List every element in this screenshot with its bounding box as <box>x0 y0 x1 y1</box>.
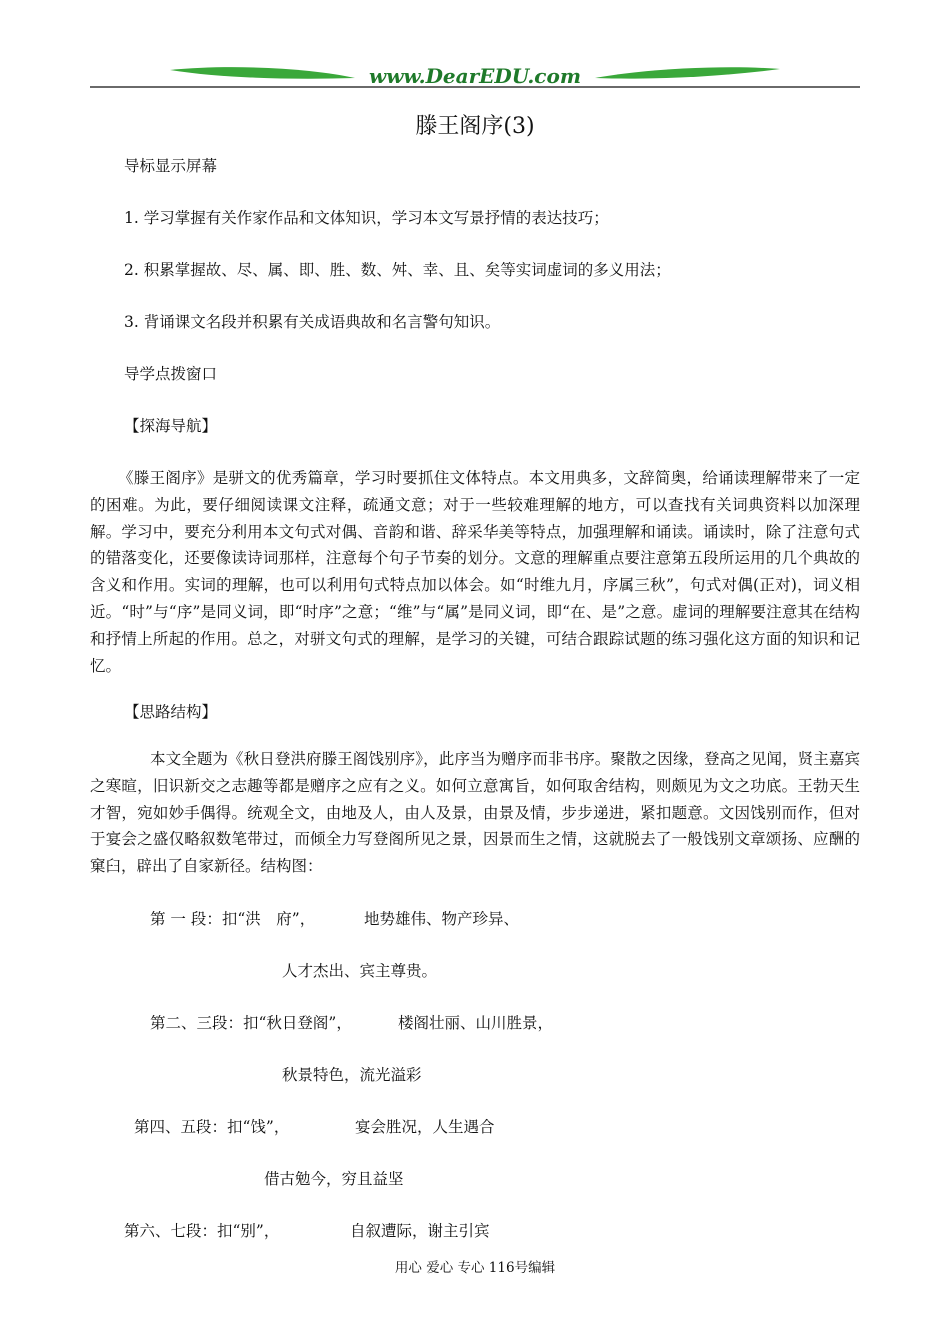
paragraph-tanhai: 《滕王阁序》是骈文的优秀篇章，学习时要抓住文体特点。本文用典多，文辞简奥，给诵读理解带来了一定的困难。为此，要仔细阅读课文注释，疏通文意；对于一些较难理解的地方，可以查找有关词典资料以加深理解。学习中，要充分利用本文句式对偶、音韵和谐、辞采华美等特点，加强理解和诵读。诵读时，除了注意句式的错落变化，还要像读诗词那样，注意每个句子节奏的划分。文意的理解重点要注意第五段所运用的几个典故的含义和作用。实词的理解，也可以利用句式特点加以体会。如“时维九月，序属三秋”，句式对偶(正对)，词义相近。“时”与“序”是同义词，即“时序”之意；“维”与“属”是同义词，即“在、是”之意。虚词的理解要注意其在结构和抒情上所起的作用。总之，对骈文句式的理解，是学习的关键，可结合跟踪试题的练习强化这方面的知识和记忆。 <box>90 469 860 675</box>
structure-row-3-label: 第四、五段：扣“饯”， <box>134 1118 290 1136</box>
subheading-silu: 【思路结构】 <box>124 703 218 721</box>
page-footer: 用心 爱心 专心 116号编辑 <box>394 1260 556 1276</box>
goal-item-2: 2. 积累掌握故、尽、属、即、胜、数、舛、幸、且、矣等实词虚词的多义用法； <box>124 261 671 279</box>
left-swoosh <box>170 67 355 79</box>
structure-row-4-desc1: 自叙遭际，谢主引宾 <box>350 1222 490 1240</box>
header-banner <box>90 58 860 92</box>
structure-row-1-desc1: 地势雄伟、物产珍异、 <box>364 910 520 928</box>
section-heading-goals: 导标显示屏幕 <box>124 157 218 175</box>
structure-row-1-label: 第 一 段：扣“洪 府”， <box>150 910 316 928</box>
goal-item-3: 3. 背诵课文名段并积累有关成语典故和名言警句知识。 <box>124 313 501 331</box>
page-title: 滕王阁序(3) <box>415 114 535 139</box>
structure-row-2-label: 第二、三段：扣“秋日登阁”， <box>150 1014 352 1032</box>
right-swoosh <box>595 67 780 78</box>
goal-item-1: 1. 学习掌握有关作家作品和文体知识，学习本文写景抒情的表达技巧； <box>124 209 609 227</box>
structure-row-1-desc2: 人才杰出、宾主尊贵。 <box>282 962 438 980</box>
structure-row-2-desc1: 楼阁壮丽、山川胜景， <box>398 1014 554 1032</box>
section-heading-guide: 导学点拨窗口 <box>124 365 218 383</box>
structure-row-3-desc1: 宴会胜况，人生遇合 <box>355 1118 495 1136</box>
paragraph-silu: 本文全题为《秋日登洪府滕王阁饯别序》，此序当为赠序而非书序。聚散之因缘，登高之见闻，贤主嘉宾之寒暄，旧识新交之志趣等都是赠序之应有之义。如何立意寓旨，如何取舍结构，则颇见为文之功底。王勃天生才智，宛如妙手偶得。统观全文，由地及人，由人及景，由景及情，步步递进，紧扣题意。文因饯别而作，但对于宴会之盛仅略叙数笔带过，而倾全力写登阁所见之景，因景而生之情，这就脱去了一般饯别文章颂扬、应酬的窠臼，辟出了自家新径。结构图： <box>90 750 860 876</box>
logo-text: www.DearEDU.com <box>368 64 582 88</box>
subheading-tanhai: 【探海导航】 <box>124 417 218 435</box>
dearedu-logo <box>90 58 860 92</box>
structure-row-4-label: 第六、七段：扣“别”， <box>124 1222 280 1240</box>
structure-row-2-desc2: 秋景特色，流光溢彩 <box>282 1066 422 1084</box>
structure-row-3-desc2: 借古勉今，穷且益坚 <box>264 1170 404 1188</box>
